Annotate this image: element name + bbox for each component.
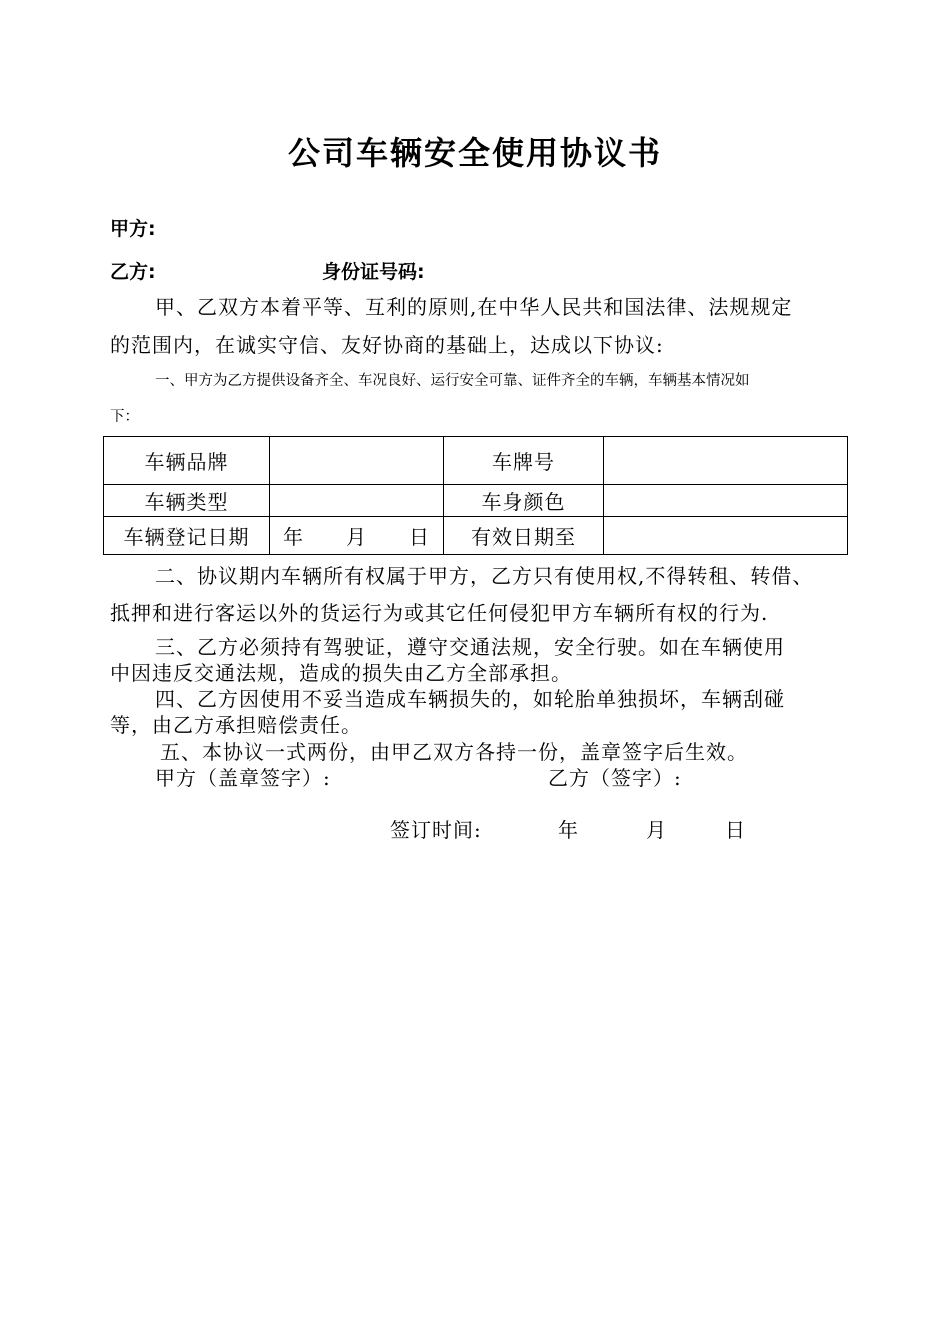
valid-until-label: 有效日期至: [444, 517, 604, 555]
party-b-signature-label: 乙方（签字）:: [548, 766, 682, 790]
table-row: [104, 517, 848, 555]
table-row: [104, 485, 848, 517]
id-number-label: 身份证号码:: [322, 261, 425, 283]
clause-1-line-2: 下：: [110, 409, 139, 425]
signing-year: 年: [558, 818, 579, 842]
body-color-value: [604, 485, 848, 517]
vehicle-info-table: [103, 436, 848, 555]
registration-date-label: 车辆登记日期: [104, 517, 270, 555]
party-b-label: 乙方:: [110, 261, 156, 283]
document-title: 公司车辆安全使用协议书: [287, 134, 662, 172]
signing-day: 日: [725, 818, 746, 842]
clause-1-line-1: 一、甲方为乙方提供设备齐全、车况良好、运行安全可靠、证件齐全的车辆，车辆基本情况如: [155, 373, 750, 389]
vehicle-type-label: 车辆类型: [104, 485, 270, 517]
table-row: [104, 437, 848, 485]
clause-2-line-1: 二、协议期内车辆所有权属于甲方，乙方只有使用权,不得转租、转借、: [155, 564, 814, 588]
vehicle-brand-label: 车辆品牌: [104, 437, 270, 485]
vehicle-type-value: [270, 485, 444, 517]
clause-4-line-2: 等，由乙方承担赔偿责任。: [110, 713, 362, 737]
clause-2-line-2: 抵押和进行客运以外的货运行为或其它任何侵犯甲方车辆所有权的行为.: [110, 601, 769, 625]
clause-3-line-1: 三、乙方必须持有驾驶证，遵守交通法规，安全行驶。如在车辆使用: [155, 635, 785, 659]
clause-3-line-2: 中因违反交通法规，造成的损失由乙方全部承担。: [110, 661, 572, 685]
clause-4-line-1: 四、乙方因使用不妥当造成车辆损失的，如轮胎单独损坏，车辆刮碰: [155, 687, 785, 711]
registration-date-value: 年 月 日: [270, 517, 444, 555]
plate-number-label: 车牌号: [444, 437, 604, 485]
body-color-label: 车身颜色: [444, 485, 604, 517]
party-a-label: 甲方:: [110, 218, 156, 240]
signing-month: 月: [646, 818, 667, 842]
vehicle-brand-value: [270, 437, 444, 485]
plate-number-value: [604, 437, 848, 485]
intro-line-2: 的范围内，在诚实守信、友好协商的基础上，达成以下协议:: [110, 333, 664, 357]
signing-date-label: 签订时间:: [390, 818, 482, 842]
intro-line-1: 甲、乙双方本着平等、互利的原则,在中华人民共和国法律、法规规定: [155, 295, 793, 319]
party-a-signature-label: 甲方（盖章签字）:: [155, 766, 331, 790]
valid-until-value: [604, 517, 848, 555]
clause-5: 五、本协议一式两份，由甲乙双方各持一份，盖章签字后生效。: [160, 740, 748, 764]
